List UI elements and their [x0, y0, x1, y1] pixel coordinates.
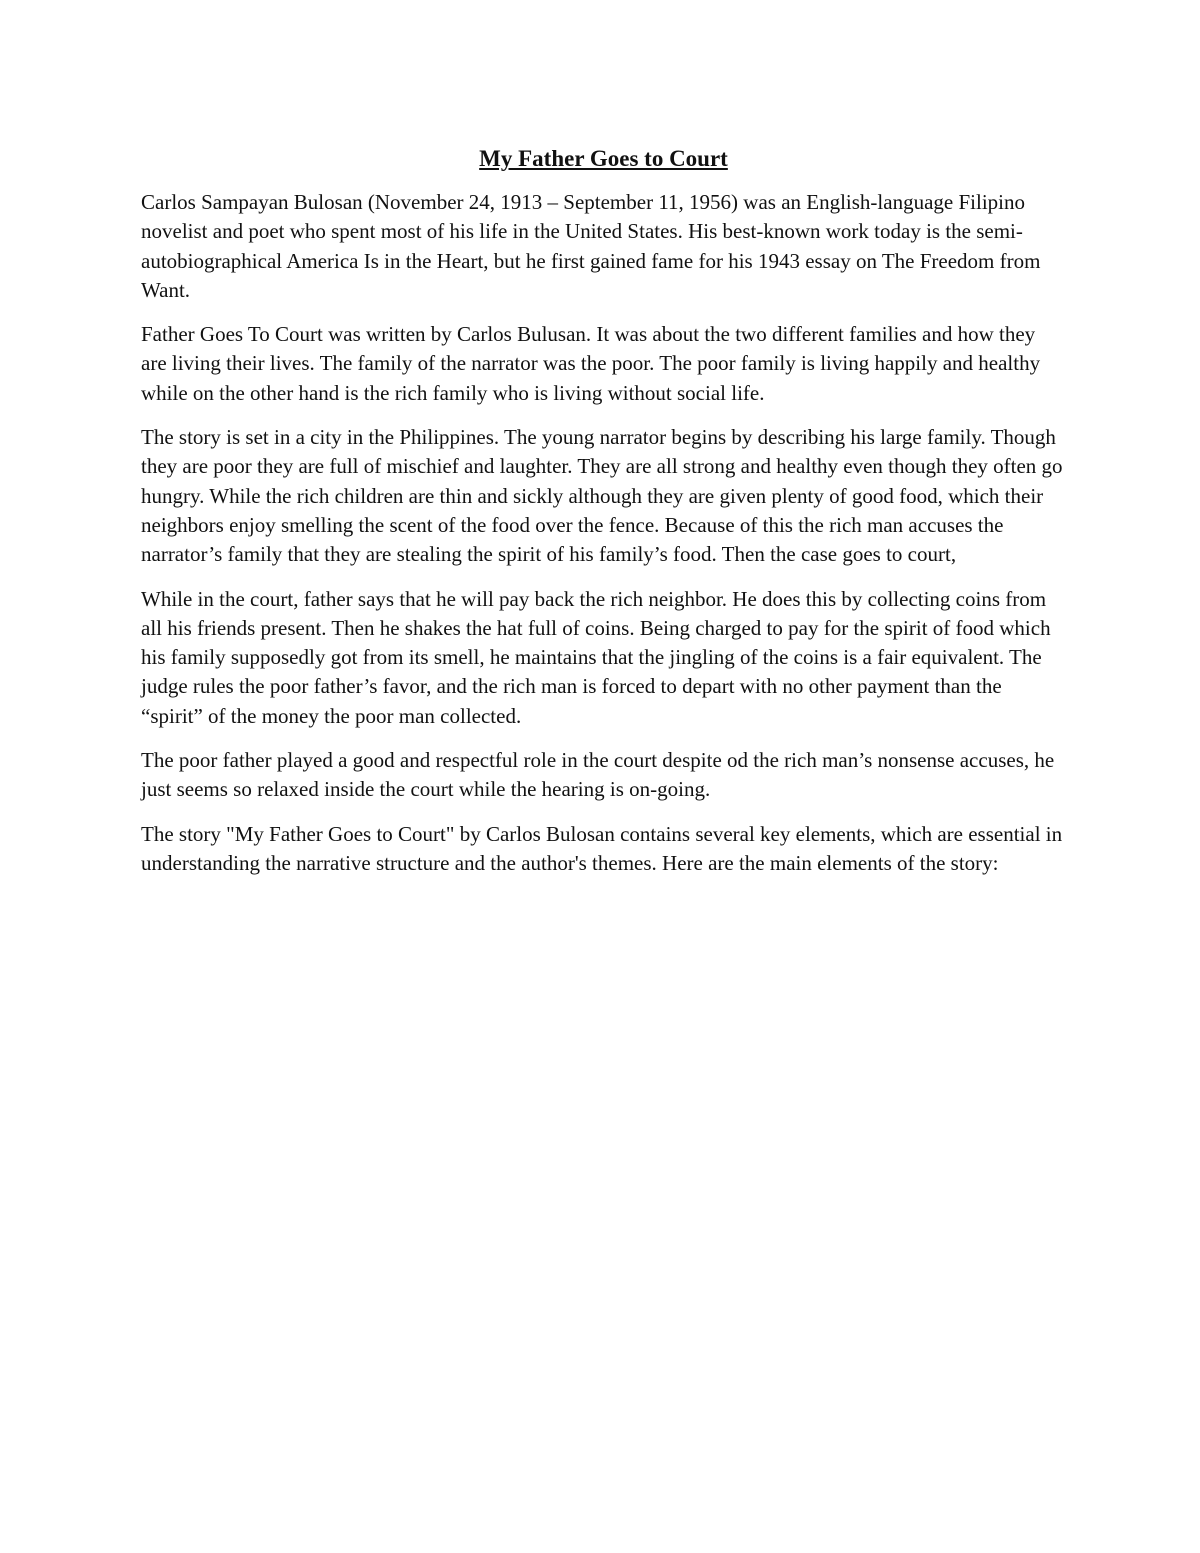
paragraph-court: While in the court, father says that he will pay back the rich neighbor. He does this by collecting coins from all his friends present. Then he shakes the hat full of coins. Being charged to pay for the spirit of food which his family supposedly got from its smell, he maintains that the jingling of the coins is a fair equivalent. The judge rules the poor father’s favor, and the rich man is forced to depart with no other payment than the “spirit” of the money the poor man collected.: [141, 586, 1051, 728]
paragraph-setting: The story is set in a city in the Philippines. The young narrator begins by describing his large family. Though they are poor they are full of mischief and laughter. They are all strong and healthy even though they often go hungry. While the rich children are thin and sickly although they are given plenty of good food, which their neighbors enjoy smelling the scent of the food over the fence. Because of this the rich man accuses the narrator’s family that they are stealing the spirit of his family’s food. Then the case goes to court,: [141, 425, 1063, 567]
paragraph-author-bio: Carlos Sampayan Bulosan (November 24, 1913 – September 11, 1956) was an English-language Filipino novelist and poet who spent most of his life in the United States. His best-known work today is the semi-autobiographical America Is in the Heart, but he first gained fame for his 1943 essay on The Freedom from Want.: [141, 190, 1041, 302]
document-title: My Father Goes to Court: [479, 146, 728, 171]
paragraph-elements: The story "My Father Goes to Court" by Carlos Bulosan contains several key elements, which are essential in understanding the narrative structure and the author's themes. Here are the main elements of the story:: [141, 821, 1063, 875]
paragraph-story-intro: Father Goes To Court was written by Carlos Bulusan. It was about the two different families and how they are living their lives. The family of the narrator was the poor. The poor family is living happily and healthy while on the other hand is the rich family who is living without social life.: [141, 322, 1041, 405]
document-body: [141, 138, 1066, 893]
paragraph-father-role: The poor father played a good and respectful role in the court despite od the rich man’s nonsense accuses, he just seems so relaxed inside the court while the hearing is on-going.: [141, 748, 1055, 802]
